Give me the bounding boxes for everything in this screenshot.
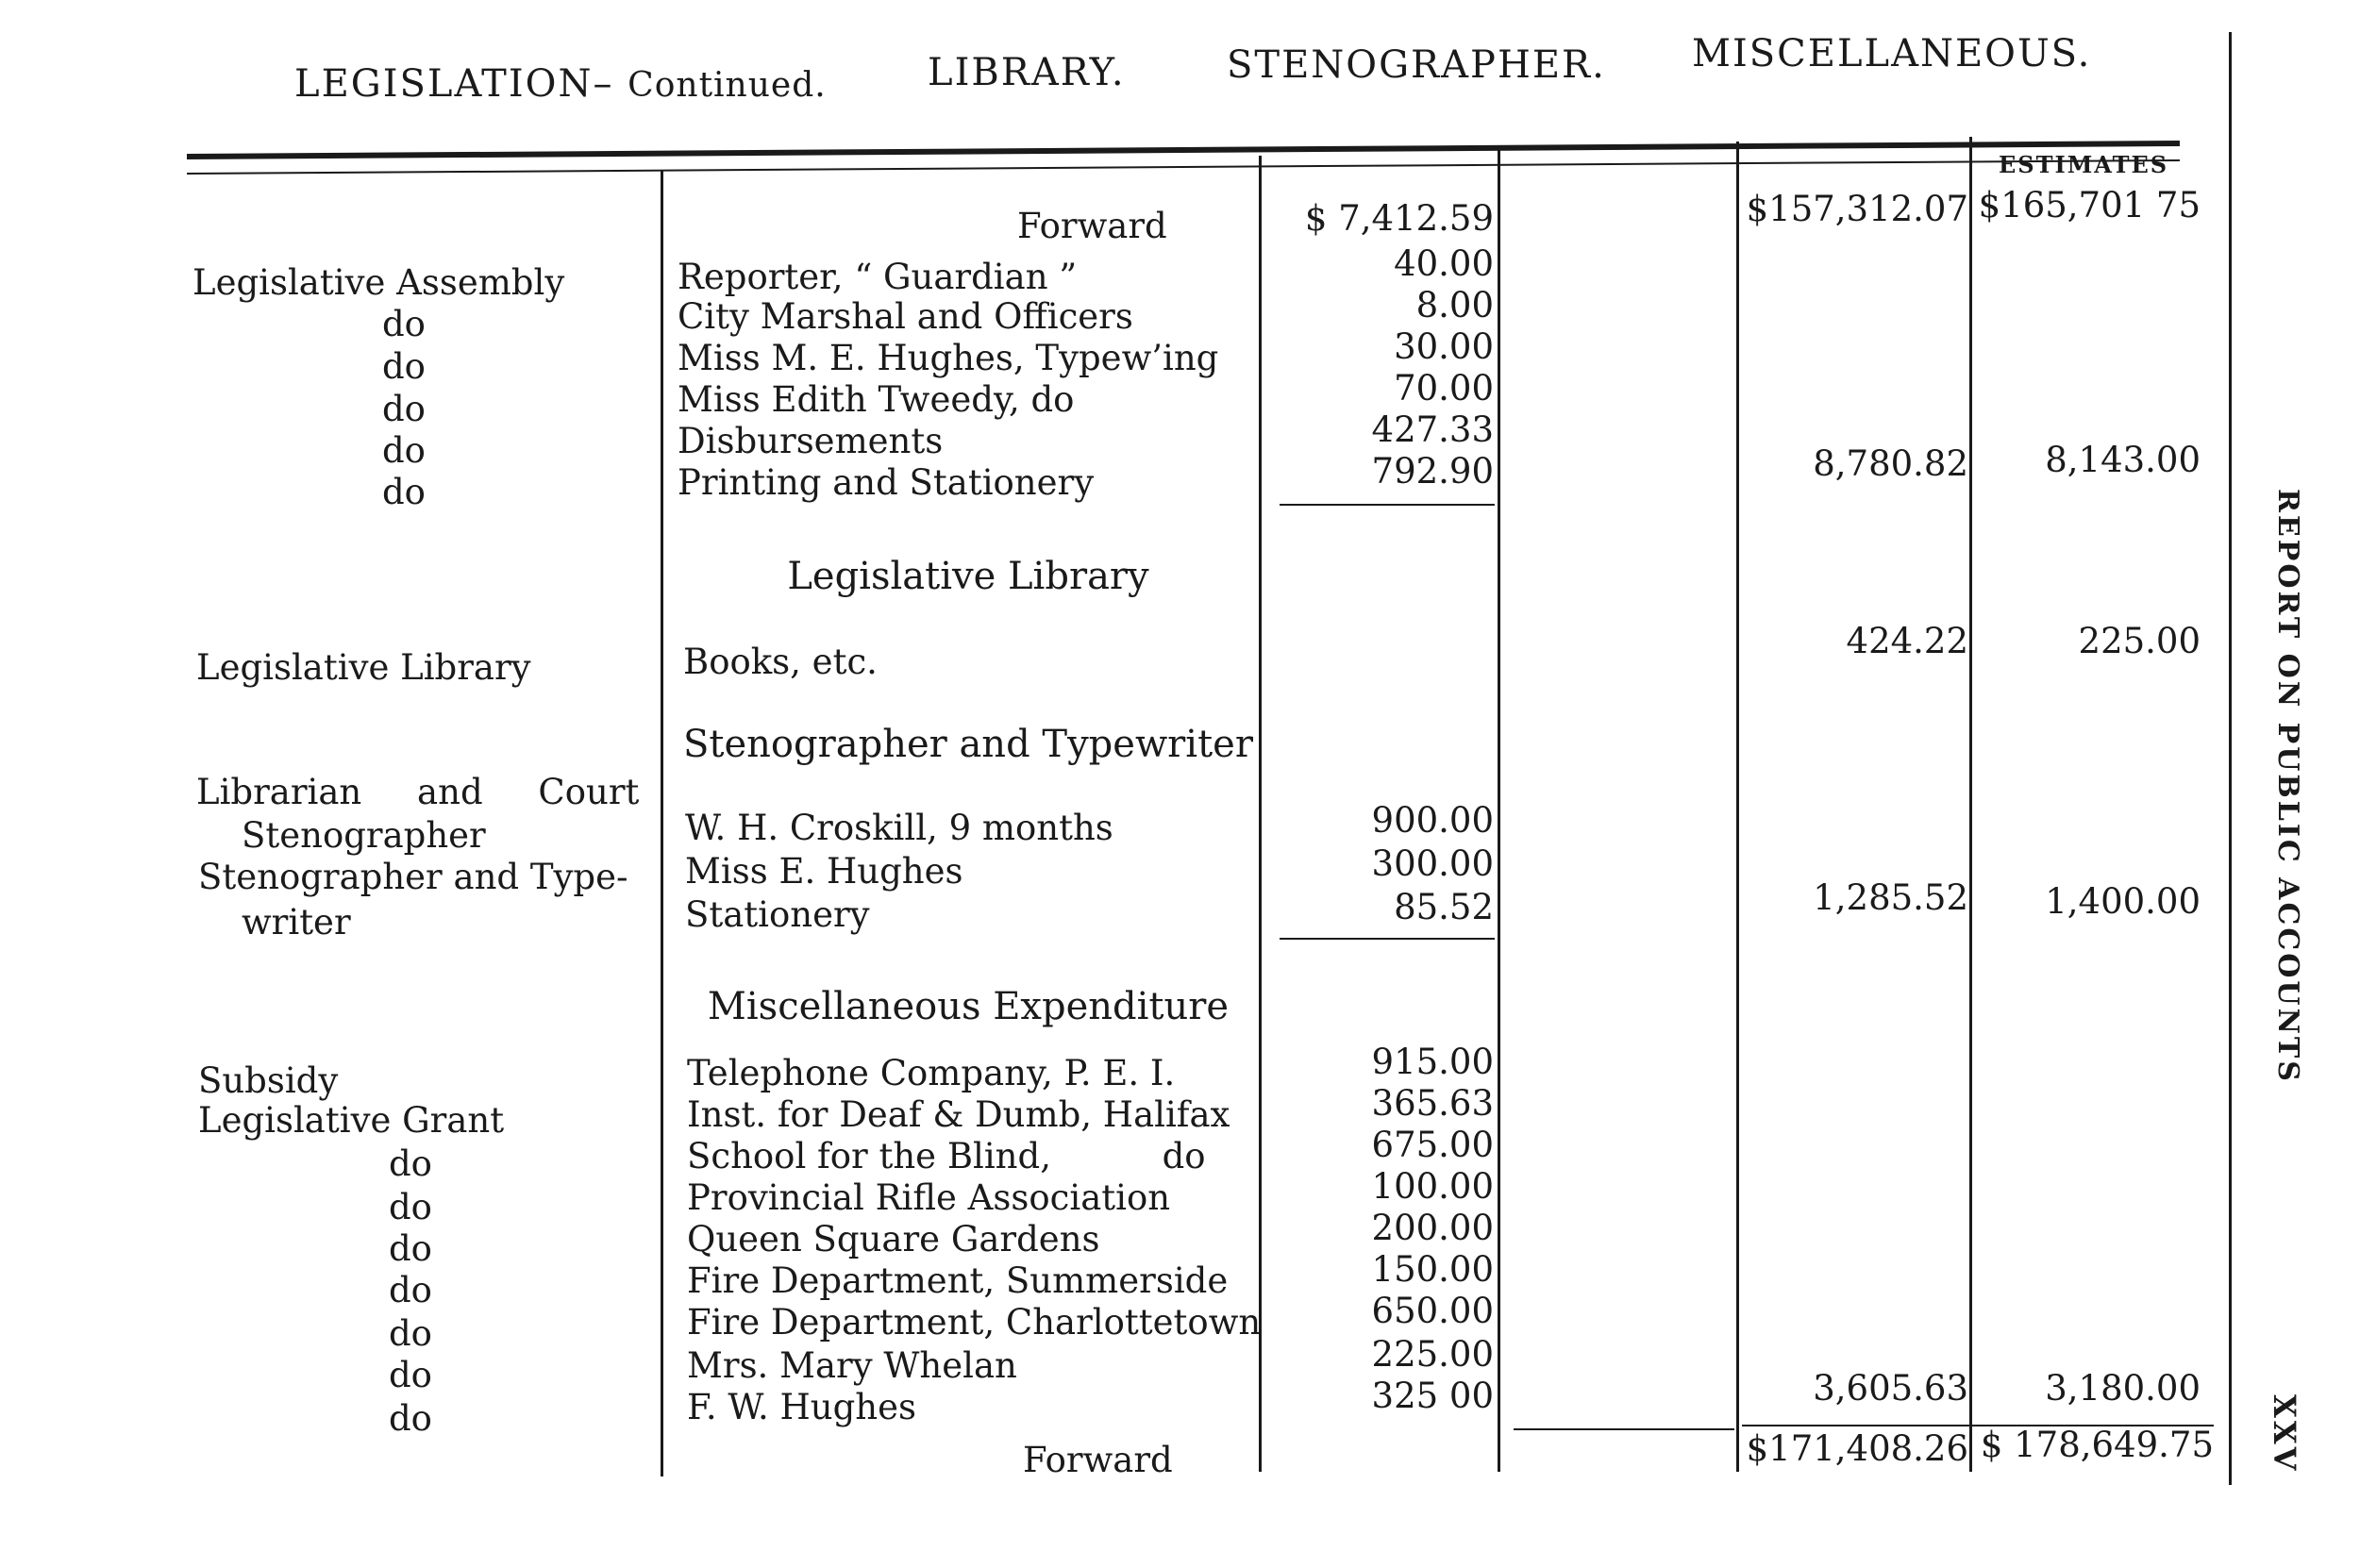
section-title-stenographer: Stenographer and Typewriter [683, 723, 1253, 766]
header-continued-label: Continued. [628, 66, 827, 105]
amount-cell: 365.63 [1371, 1083, 1494, 1124]
section-title-library: Legislative Library [787, 555, 1149, 598]
account-cell: do [382, 304, 426, 344]
library-total: 424.22 [1846, 621, 1968, 661]
payee-cell: Mrs. Mary Whelan [687, 1345, 1017, 1386]
amount-cell: 40.00 [1394, 243, 1494, 284]
right-border-line [2229, 32, 2232, 1485]
account-cell: do [382, 389, 426, 429]
library-estimate: 225.00 [2078, 621, 2201, 661]
payee-cell: Disbursements [678, 421, 944, 461]
estimates-label: ESTIMATES [1999, 151, 2169, 178]
amount-cell: 900.00 [1371, 800, 1494, 841]
payee-cell: Miss E. Hughes [685, 851, 963, 892]
assembly-total: 8,780.82 [1813, 443, 1968, 484]
column-divider-blank [1498, 146, 1500, 1472]
account-cell: Stenographer [242, 815, 486, 856]
header-rule-thick [187, 141, 2180, 159]
account-cell: do [389, 1270, 432, 1310]
payee-cell: Reporter, “ Guardian ” [678, 257, 1078, 297]
account-cell: writer [242, 902, 351, 942]
amount-cell: 325 00 [1371, 1376, 1494, 1416]
steno-total: 1,285.52 [1813, 877, 1968, 918]
amount-cell: 30.00 [1394, 326, 1494, 367]
account-cell: do [389, 1398, 432, 1439]
payee-cell: Inst. for Deaf & Dumb, Halifax [687, 1094, 1230, 1135]
header-miscellaneous: MISCELLANEOUS. [1692, 32, 2092, 75]
account-cell: Subsidy [198, 1060, 339, 1101]
payee-cell: F. W. Hughes [687, 1387, 917, 1427]
amount-cell: 85.52 [1394, 887, 1494, 927]
payee-cell: Fire Department, Charlottetown [687, 1302, 1262, 1343]
account-cell: do [389, 1313, 432, 1354]
amount-cell: 650.00 [1371, 1291, 1494, 1331]
forward-bottom-estimate: $ 178,649.75 [1980, 1425, 2214, 1465]
amount-cell: 8.00 [1415, 285, 1494, 325]
account-cell: do [389, 1143, 432, 1184]
payee-cell: Queen Square Gardens [687, 1219, 1100, 1259]
amount-cell: 225.00 [1371, 1334, 1494, 1375]
forward-top-total: $157,312.07 [1746, 189, 1968, 229]
header-legislation-label: LEGISLATION– [294, 62, 614, 106]
account-cell: Legislative Assembly [192, 262, 565, 303]
amount-cell: 150.00 [1371, 1249, 1494, 1290]
payee-cell: Stationery [685, 894, 870, 935]
payee-cell: Provincial Rifle Association [687, 1177, 1171, 1218]
column-divider-total [1736, 142, 1739, 1472]
amount-cell: 675.00 [1371, 1125, 1494, 1165]
page-number: XXV [2267, 1394, 2302, 1474]
subtotal-rule [1280, 504, 1495, 506]
steno-estimate: 1,400.00 [2045, 881, 2201, 922]
subtotal-rule [1280, 938, 1495, 940]
account-cell: do [389, 1228, 432, 1269]
forward-top-label: Forward [1017, 206, 1167, 246]
section-title-miscellaneous: Miscellaneous Expenditure [707, 985, 1230, 1028]
amount-cell: 427.33 [1371, 409, 1494, 450]
payee-cell: W. H. Croskill, 9 months [685, 808, 1113, 848]
account-cell: do [389, 1355, 432, 1395]
side-title: REPORT ON PUBLIC ACCOUNTS [2271, 489, 2304, 1084]
account-cell: do [389, 1187, 432, 1227]
account-cell: do [382, 430, 426, 471]
payee-cell: Miss Edith Tweedy, do [678, 379, 1075, 420]
payee-cell: School for the Blind, do [687, 1136, 1206, 1176]
forward-top-estimate: $165,701 75 [1978, 185, 2201, 225]
header-stenographer: STENOGRAPHER. [1227, 43, 1606, 87]
column-divider-payee [661, 170, 663, 1476]
header-rule-thin [187, 159, 2180, 175]
account-cell: Legislative Grant [198, 1100, 505, 1141]
account-cell: Librarian and Court [196, 772, 640, 812]
header-legislation [294, 62, 827, 106]
payee-cell: Miss M. E. Hughes, Typew’ing [678, 338, 1219, 378]
amount-cell: 300.00 [1371, 843, 1494, 884]
forward-bottom-total: $171,408.26 [1746, 1428, 1968, 1469]
account-cell: do [382, 346, 426, 387]
amount-cell: 200.00 [1371, 1208, 1494, 1248]
account-cell: Stenographer and Type- [198, 857, 628, 897]
account-cell: do [382, 472, 426, 512]
amount-cell: 792.90 [1371, 451, 1494, 492]
header-library: LIBRARY. [928, 51, 1126, 94]
payee-cell: Fire Department, Summerside [687, 1260, 1229, 1301]
payee-cell: City Marshal and Officers [678, 296, 1133, 337]
amount-cell: 915.00 [1371, 1042, 1494, 1082]
misc-total: 3,605.63 [1813, 1368, 1968, 1409]
column-divider-estimate [1969, 137, 1972, 1472]
amount-cell: 70.00 [1394, 368, 1494, 409]
payee-cell: Telephone Company, P. E. I. [687, 1053, 1176, 1093]
misc-estimate: 3,180.00 [2045, 1368, 2201, 1409]
forward-bottom-label: Forward [1023, 1440, 1173, 1480]
forward-top-amount: $ 7,412.59 [1304, 198, 1494, 239]
assembly-estimate: 8,143.00 [2045, 440, 2201, 480]
payee-cell: Books, etc. [683, 642, 878, 682]
payee-cell: Printing and Stationery [678, 462, 1095, 503]
amount-cell: 100.00 [1371, 1166, 1494, 1207]
account-cell: Legislative Library [196, 647, 531, 688]
